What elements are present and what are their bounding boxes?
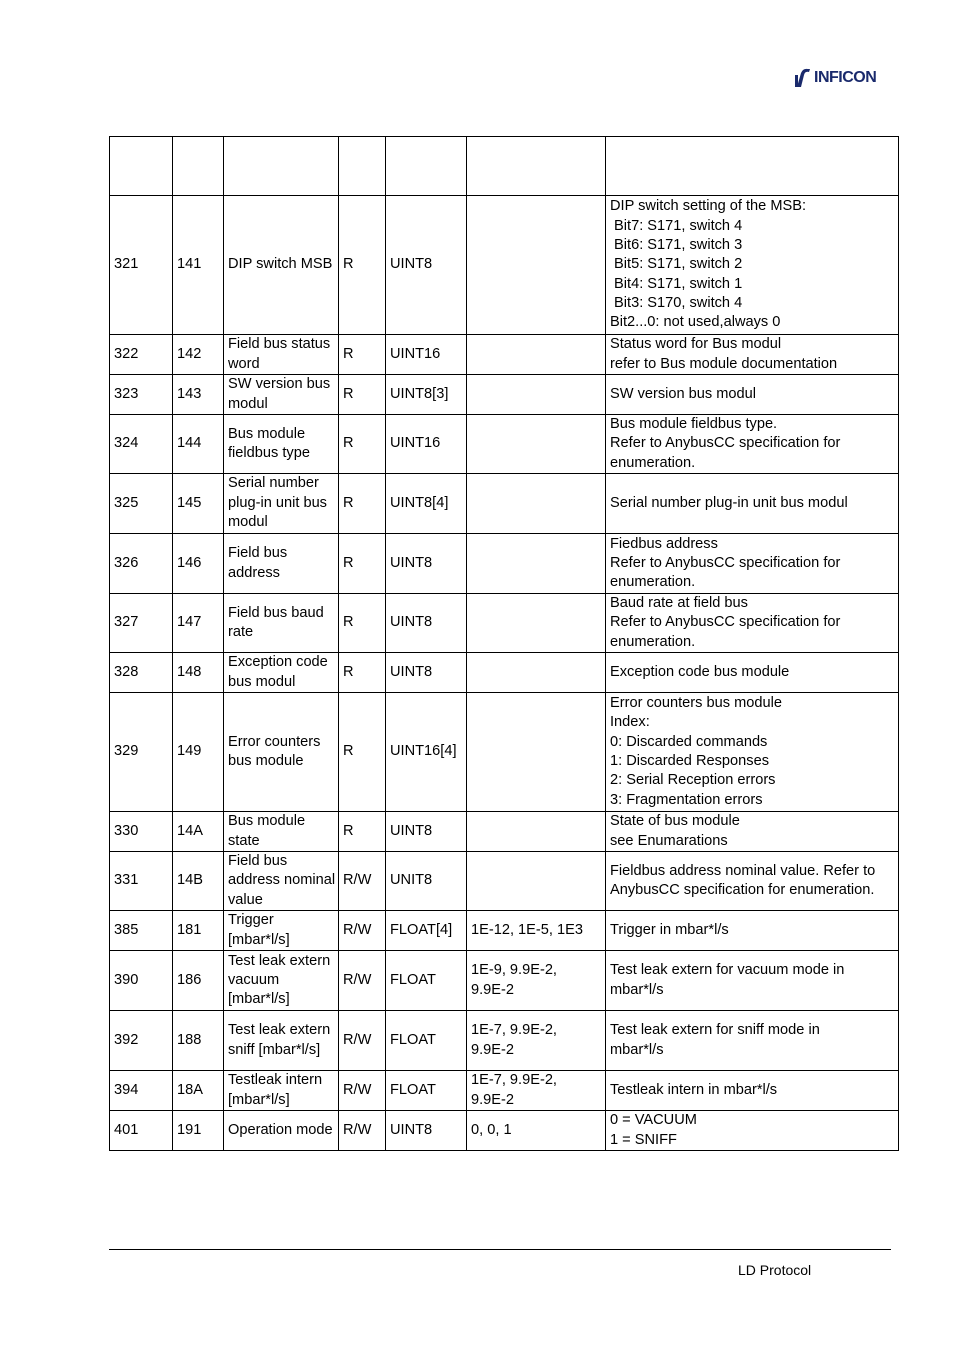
header-cell	[386, 137, 467, 196]
parameter-name-cell: Field bus address nominal value	[224, 852, 339, 911]
decimal-address-cell: 392	[110, 1011, 173, 1071]
description-cell: Exception code bus module	[606, 653, 899, 693]
description-cell: Bus module fieldbus type. Refer to AnybusCC specification for enumeration.	[606, 415, 899, 474]
data-type-cell: UINT16[4]	[386, 693, 467, 812]
decimal-address-cell: 323	[110, 375, 173, 415]
access-cell: R	[339, 415, 386, 474]
table-row	[110, 653, 899, 693]
data-type-cell: FLOAT	[386, 1071, 467, 1111]
hex-address-cell: 149	[173, 693, 224, 812]
range-cell	[467, 474, 606, 534]
header-cell	[467, 137, 606, 196]
parameter-name-cell: Exception code bus modul	[224, 653, 339, 693]
description-cell: Test leak extern for sniff mode in mbar*l/s	[606, 1011, 899, 1071]
hex-address-cell: 186	[173, 951, 224, 1011]
access-cell: R/W	[339, 911, 386, 951]
hex-address-cell: 191	[173, 1111, 224, 1151]
range-cell	[467, 375, 606, 415]
hex-address-cell: 144	[173, 415, 224, 474]
range-cell: 1E-7, 9.9E-2, 9.9E-2	[467, 1071, 606, 1111]
table-row	[110, 534, 899, 594]
range-cell	[467, 415, 606, 474]
footer-title: LD Protocol	[738, 1262, 812, 1278]
data-type-cell: FLOAT[4]	[386, 911, 467, 951]
table-row	[110, 594, 899, 653]
parameter-name-cell: Bus module fieldbus type	[224, 415, 339, 474]
decimal-address-cell: 330	[110, 812, 173, 852]
access-cell: R	[339, 594, 386, 653]
table-row	[110, 1011, 899, 1071]
description-cell: Fieldbus address nominal value. Refer to AnybusCC specification for enumeration.	[606, 852, 899, 911]
data-type-cell: UINT8	[386, 653, 467, 693]
table-row	[110, 911, 899, 951]
data-type-cell: UINT16	[386, 415, 467, 474]
description-cell: Baud rate at field bus Refer to AnybusCC specification for enumeration.	[606, 594, 899, 653]
hex-address-cell: 145	[173, 474, 224, 534]
logo-text: INFICON	[814, 69, 877, 86]
description-cell: DIP switch setting of the MSB: Bit7: S171, switch 4 Bit6: S171, switch 3 Bit5: S171, switch 2 Bit4: S171, switch 1 Bit3: S170, switch 4 Bit2...0: not used,always 0	[606, 196, 899, 335]
data-type-cell: UINT8[3]	[386, 375, 467, 415]
access-cell: R	[339, 196, 386, 335]
range-cell	[467, 335, 606, 375]
data-type-cell: UINT16	[386, 335, 467, 375]
access-cell: R/W	[339, 1071, 386, 1111]
hex-address-cell: 148	[173, 653, 224, 693]
parameter-name-cell: Operation mode	[224, 1111, 339, 1151]
decimal-address-cell: 322	[110, 335, 173, 375]
header-cell	[110, 137, 173, 196]
data-type-cell: UNIT8	[386, 852, 467, 911]
inficon-logo-icon	[794, 67, 812, 89]
range-cell: 1E-9, 9.9E-2, 9.9E-2	[467, 951, 606, 1011]
decimal-address-cell: 328	[110, 653, 173, 693]
parameter-name-cell: Trigger [mbar*l/s]	[224, 911, 339, 951]
description-cell: Test leak extern for vacuum mode in mbar*l/s	[606, 951, 899, 1011]
description-cell: Serial number plug-in unit bus modul	[606, 474, 899, 534]
description-cell: Fiedbus address Refer to AnybusCC specification for enumeration.	[606, 534, 899, 594]
decimal-address-cell: 331	[110, 852, 173, 911]
data-type-cell: UINT8	[386, 196, 467, 335]
hex-address-cell: 143	[173, 375, 224, 415]
table-row	[110, 852, 899, 911]
hex-address-cell: 14A	[173, 812, 224, 852]
access-cell: R/W	[339, 1011, 386, 1071]
hex-address-cell: 188	[173, 1011, 224, 1071]
parameter-name-cell: Testleak intern [mbar*l/s]	[224, 1071, 339, 1111]
hex-address-cell: 142	[173, 335, 224, 375]
access-cell: R/W	[339, 1111, 386, 1151]
table-header-row	[110, 137, 899, 196]
parameter-name-cell: Test leak extern vacuum [mbar*l/s]	[224, 951, 339, 1011]
data-type-cell: UINT8	[386, 594, 467, 653]
parameter-name-cell: Field bus baud rate	[224, 594, 339, 653]
range-cell	[467, 693, 606, 812]
access-cell: R	[339, 474, 386, 534]
data-type-cell: UINT8	[386, 534, 467, 594]
range-cell: 1E-7, 9.9E-2, 9.9E-2	[467, 1011, 606, 1071]
hex-address-cell: 146	[173, 534, 224, 594]
range-cell	[467, 196, 606, 335]
access-cell: R/W	[339, 852, 386, 911]
parameter-name-cell: Serial number plug-in unit bus modul	[224, 474, 339, 534]
parameter-name-cell: Field bus status word	[224, 335, 339, 375]
description-cell: State of bus module see Enumarations	[606, 812, 899, 852]
description-cell: 0 = VACUUM 1 = SNIFF	[606, 1111, 899, 1151]
range-cell	[467, 594, 606, 653]
decimal-address-cell: 390	[110, 951, 173, 1011]
table-row	[110, 1111, 899, 1151]
parameter-name-cell: Field bus address	[224, 534, 339, 594]
hex-address-cell: 147	[173, 594, 224, 653]
table-row	[110, 335, 899, 375]
parameter-name-cell: SW version bus modul	[224, 375, 339, 415]
header-cell	[173, 137, 224, 196]
decimal-address-cell: 321	[110, 196, 173, 335]
decimal-address-cell: 329	[110, 693, 173, 812]
access-cell: R	[339, 534, 386, 594]
decimal-address-cell: 401	[110, 1111, 173, 1151]
access-cell: R	[339, 653, 386, 693]
decimal-address-cell: 324	[110, 415, 173, 474]
table-row	[110, 196, 899, 335]
description-cell: Trigger in mbar*l/s	[606, 911, 899, 951]
decimal-address-cell: 327	[110, 594, 173, 653]
hex-address-cell: 181	[173, 911, 224, 951]
footer-divider	[109, 1249, 891, 1250]
header-cell	[606, 137, 899, 196]
hex-address-cell: 18A	[173, 1071, 224, 1111]
access-cell: R	[339, 693, 386, 812]
hex-address-cell: 14B	[173, 852, 224, 911]
decimal-address-cell: 394	[110, 1071, 173, 1111]
table-row	[110, 812, 899, 852]
hex-address-cell: 141	[173, 196, 224, 335]
decimal-address-cell: 326	[110, 534, 173, 594]
decimal-address-cell: 385	[110, 911, 173, 951]
range-cell	[467, 653, 606, 693]
table-row	[110, 693, 899, 812]
table-row	[110, 951, 899, 1011]
table-row	[110, 1071, 899, 1111]
register-table	[109, 136, 899, 1151]
access-cell: R	[339, 812, 386, 852]
parameter-name-cell: Error counters bus module	[224, 693, 339, 812]
description-cell: Testleak intern in mbar*l/s	[606, 1071, 899, 1111]
data-type-cell: FLOAT	[386, 951, 467, 1011]
range-cell	[467, 534, 606, 594]
access-cell: R	[339, 375, 386, 415]
table-row	[110, 474, 899, 534]
range-cell	[467, 812, 606, 852]
range-cell: 0, 0, 1	[467, 1111, 606, 1151]
parameter-name-cell: Bus module state	[224, 812, 339, 852]
company-logo	[794, 66, 876, 90]
range-cell	[467, 852, 606, 911]
data-type-cell: UINT8	[386, 812, 467, 852]
parameter-name-cell: Test leak extern sniff [mbar*l/s]	[224, 1011, 339, 1071]
description-cell: Error counters bus module Index: 0: Discarded commands 1: Discarded Responses 2: Serial Reception errors 3: Fragmentation errors	[606, 693, 899, 812]
decimal-address-cell: 325	[110, 474, 173, 534]
data-type-cell: UINT8	[386, 1111, 467, 1151]
data-type-cell: FLOAT	[386, 1011, 467, 1071]
parameter-name-cell: DIP switch MSB	[224, 196, 339, 335]
access-cell: R/W	[339, 951, 386, 1011]
table-row	[110, 375, 899, 415]
table-row	[110, 415, 899, 474]
description-cell: SW version bus modul	[606, 375, 899, 415]
description-cell: Status word for Bus modul refer to Bus module documentation	[606, 335, 899, 375]
header-cell	[224, 137, 339, 196]
data-type-cell: UINT8[4]	[386, 474, 467, 534]
access-cell: R	[339, 335, 386, 375]
header-cell	[339, 137, 386, 196]
range-cell: 1E-12, 1E-5, 1E3	[467, 911, 606, 951]
